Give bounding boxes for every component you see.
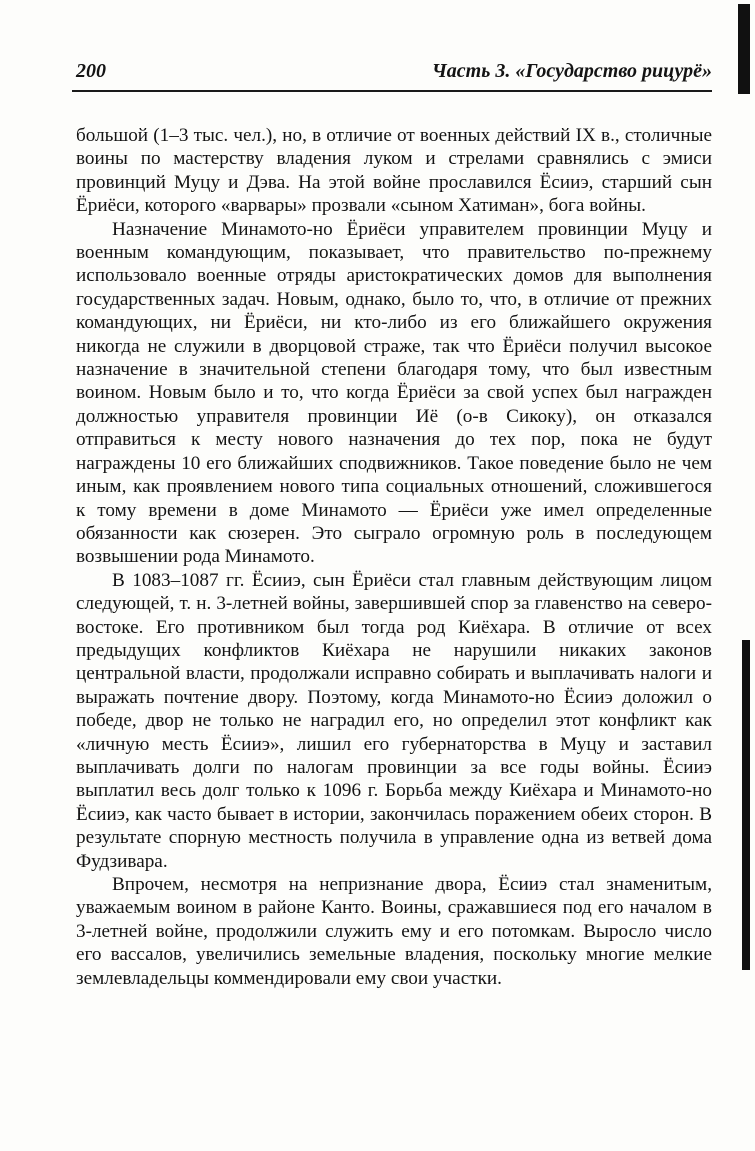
paragraph-continuation: большой (1–3 тыс. чел.), но, в отличие от военных действий IX в., столичные воины по мастерству владения луком и стрелами сравнялись с эмиси провинций Муцу и Дэва. На этой войне прославился Ёсииэ, старший сын Ёриёси, которого «варвары» прозвали «сыном Хатиман», бога войны.	[76, 125, 712, 217]
running-header	[72, 58, 712, 92]
body-text	[76, 124, 712, 990]
page-number: 200	[76, 60, 106, 82]
paragraph: В 1083–1087 гг. Ёсииэ, сын Ёриёси стал главным действующим лицом следующей, т. н. 3-летней войны, завершившей спор за главенство на северо-востоке. Его противником был тогда род Киёхара. В отличие от всех предыдущих конфликтов Киёхара не нарушили никаких законов центральной власти, продолжали исправно собирать и выплачивать налоги и выражать почтение двору. Поэтому, когда Минамото-но Ёсииэ доложил о победе, двор не только не наградил его, но определил этот конфликт как «личную месть Ёсииэ», лишил его губернаторства в Муцу и заставил выплачивать долги по налогам провинции за все годы войны. Ёсииэ выплатил весь долг только к 1096 г. Борьба между Киёхара и Минамото-но Ёсииэ, как часто бывает в истории, закончилась поражением обеих сторон. В результате спорную местность получила в управление одна из ветвей дома Фудзивара.	[76, 569, 712, 872]
scan-edge-shadow	[738, 4, 750, 94]
scan-edge-shadow	[742, 640, 750, 970]
paragraph: Впрочем, несмотря на непризнание двора, Ёсииэ стал знаменитым, уважаемым воином в районе Канто. Воины, сражавшиеся под его началом в 3-летней войне, продолжили служить ему и его потомкам. Выросло число его вассалов, увеличились земельные владения, поскольку многие мелкие землевладельцы коммендировали ему свои участки.	[76, 874, 712, 989]
paragraph: Назначение Минамото-но Ёриёси управителем провинции Муцу и военным командующим, показывает, что правительство по-прежнему использовало военные отряды аристократических домов для выполнения государственных задач. Новым, однако, было то, что, в отличие от прежних командующих, ни Ёриёси, ни кто-либо из его ближайшего окружения никогда не служили в дворцовой страже, так что Ёриёси получил высокое назначение в значительной степени благодаря тому, что был известным воином. Новым было и то, что когда Ёриёси за свой успех был награжден должностью управителя провинции Иё (о-в Сикоку), он отказался отправиться к месту нового назначения до тех пор, пока не будут награждены 10 его ближайших сподвижников. Такое поведение было не чем иным, как проявлением нового типа социальных отношений, сложившегося к тому времени в доме Минамото — Ёриёси уже имел определенные обязанности как сюзерен. Это сыграло огромную роль в последующем возвышении рода Минамото.	[76, 218, 712, 568]
running-title: Часть 3. «Государство рицурё»	[431, 60, 712, 82]
